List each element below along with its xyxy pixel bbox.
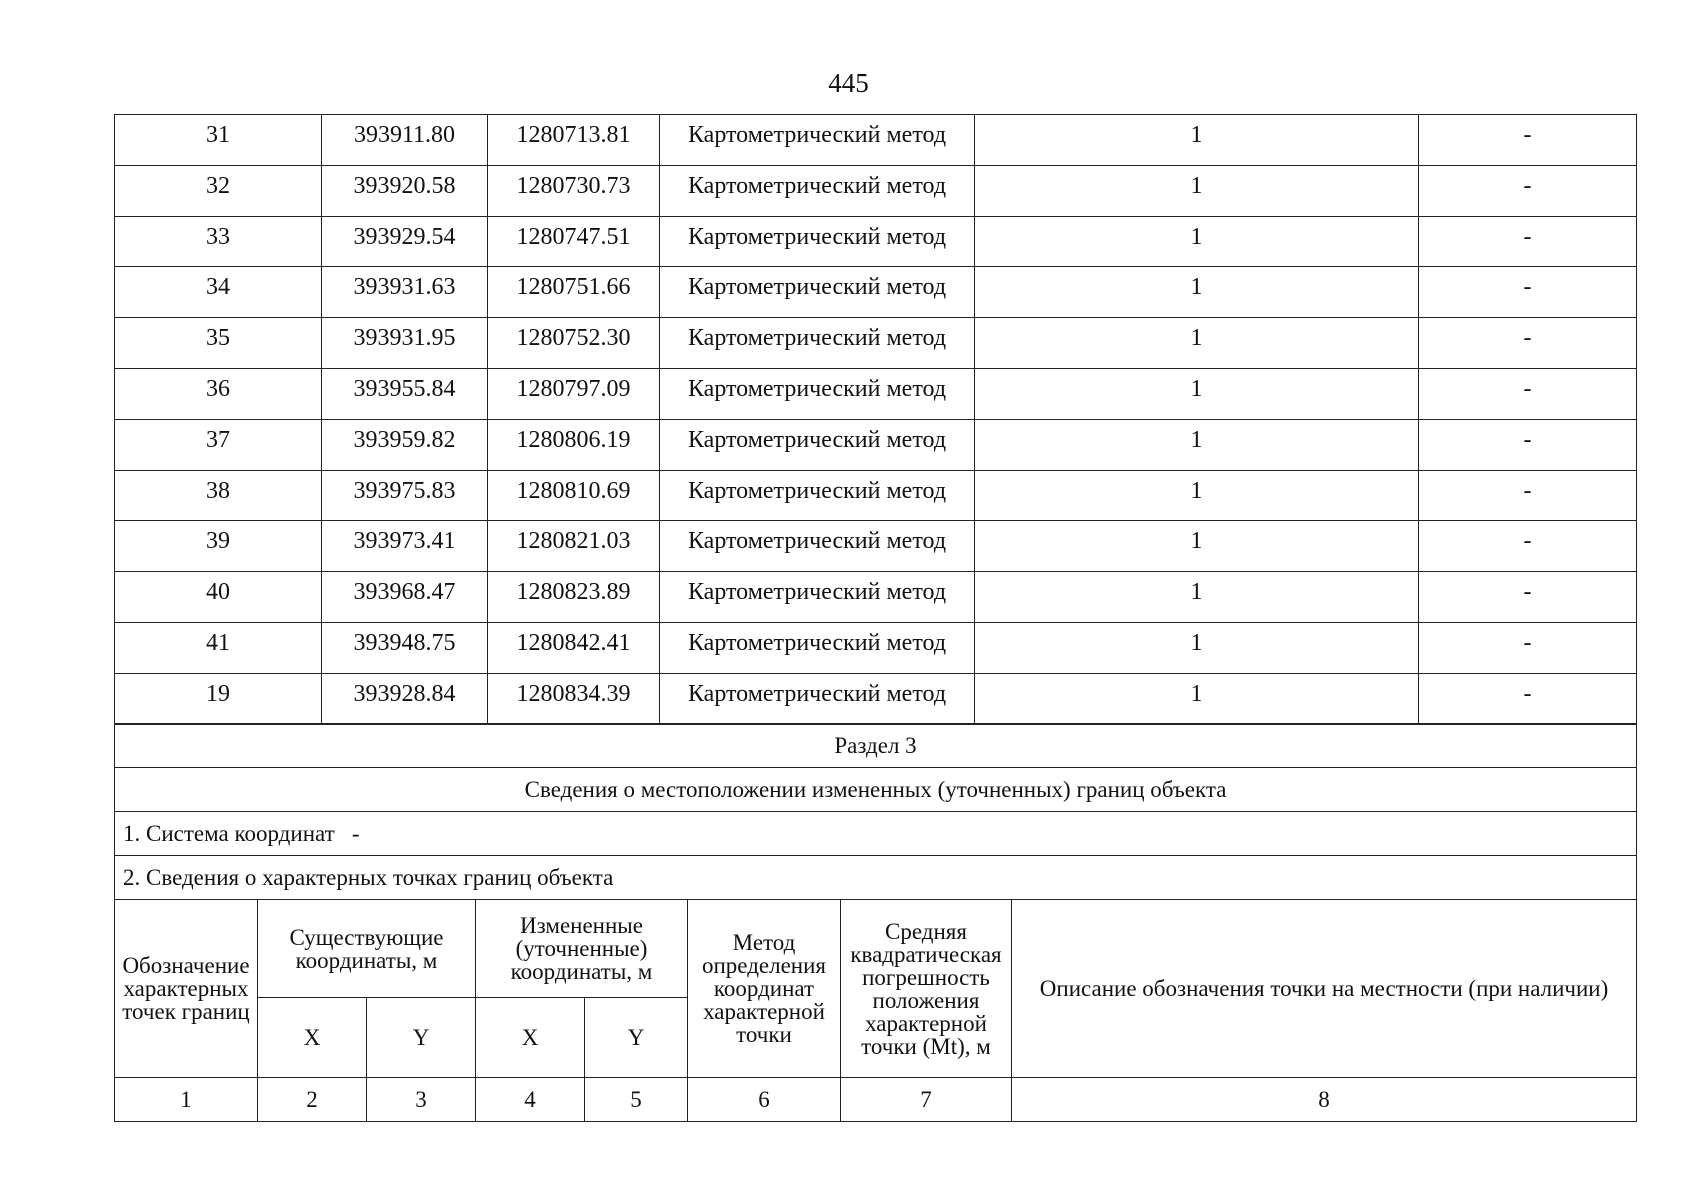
existing-coords-header <box>258 900 476 998</box>
error-header-line-6: точки (Mt), м <box>861 1033 991 1059</box>
method-header-line-5: точки <box>736 1022 792 1047</box>
description-cell: - <box>1419 216 1637 267</box>
mt-cell: 1 <box>975 115 1419 166</box>
column-number-3: 3 <box>367 1078 476 1122</box>
x-coordinate-cell: 393911.80 <box>322 115 488 166</box>
error-header-line-4: положения <box>872 987 980 1013</box>
error-header-line-1: Средняя <box>885 918 967 944</box>
designation-header <box>115 900 258 1078</box>
table-row <box>115 115 1637 166</box>
designation-header-line-2: характерных <box>123 976 249 1001</box>
mt-cell: 1 <box>975 318 1419 369</box>
changed-coords-header <box>476 900 688 998</box>
column-number-5: 5 <box>585 1078 688 1122</box>
table-row <box>115 673 1637 724</box>
point-cell: 32 <box>115 165 322 216</box>
changed-coords-header-line-3: координаты, м <box>510 959 653 984</box>
coordinates-table-body <box>115 115 1637 725</box>
table-row <box>115 267 1637 318</box>
designation-header-line-3: точек границ <box>122 999 250 1024</box>
y-coordinate-cell: 1280842.41 <box>488 622 660 673</box>
method-cell: Картометрический метод <box>660 368 975 419</box>
y-coordinate-cell: 1280797.09 <box>488 368 660 419</box>
method-header-line-4: характерной <box>703 999 825 1024</box>
mt-cell: 1 <box>975 673 1419 724</box>
point-cell: 39 <box>115 521 322 572</box>
column-number-2: 2 <box>258 1078 367 1122</box>
mt-cell: 1 <box>975 622 1419 673</box>
section-subtitle: Сведения о местоположении измененных (уточненных) границ объекта <box>115 768 1637 812</box>
method-cell: Картометрический метод <box>660 673 975 724</box>
column-number-8: 8 <box>1012 1078 1637 1122</box>
mt-cell: 1 <box>975 521 1419 572</box>
description-cell: - <box>1419 368 1637 419</box>
description-cell: - <box>1419 572 1637 623</box>
point-cell: 31 <box>115 115 322 166</box>
point-cell: 37 <box>115 419 322 470</box>
error-header-line-5: характерной <box>865 1010 987 1036</box>
description-cell: - <box>1419 622 1637 673</box>
description-cell: - <box>1419 521 1637 572</box>
method-cell: Картометрический метод <box>660 165 975 216</box>
y-coordinate-cell: 1280751.66 <box>488 267 660 318</box>
coordinates-table <box>114 114 1637 725</box>
existing-x-header: X <box>258 998 367 1078</box>
method-cell: Картометрический метод <box>660 419 975 470</box>
method-cell: Картометрический метод <box>660 470 975 521</box>
table-row <box>115 419 1637 470</box>
point-cell: 34 <box>115 267 322 318</box>
point-cell: 41 <box>115 622 322 673</box>
existing-y-header: Y <box>367 998 476 1078</box>
x-coordinate-cell: 393920.58 <box>322 165 488 216</box>
existing-coords-header-line-1: Существующие <box>289 924 444 950</box>
method-cell: Картометрический метод <box>660 318 975 369</box>
mt-cell: 1 <box>975 419 1419 470</box>
changed-coords-header-line-2: (уточненные) <box>515 936 648 961</box>
point-cell: 19 <box>115 673 322 724</box>
point-cell: 36 <box>115 368 322 419</box>
x-coordinate-cell: 393928.84 <box>322 673 488 724</box>
mean-square-error-header <box>841 900 1012 1078</box>
x-coordinate-cell: 393955.84 <box>322 368 488 419</box>
y-coordinate-cell: 1280747.51 <box>488 216 660 267</box>
mt-cell: 1 <box>975 572 1419 623</box>
column-number-6: 6 <box>688 1078 841 1122</box>
mt-cell: 1 <box>975 165 1419 216</box>
description-cell: - <box>1419 267 1637 318</box>
y-coordinate-cell: 1280823.89 <box>488 572 660 623</box>
description-cell: - <box>1419 165 1637 216</box>
coordinate-system-line: 1. Система координат - <box>115 812 1637 856</box>
y-coordinate-cell: 1280806.19 <box>488 419 660 470</box>
method-header-line-2: определения <box>701 953 826 978</box>
x-coordinate-cell: 393931.63 <box>322 267 488 318</box>
method-cell: Картометрический метод <box>660 521 975 572</box>
x-coordinate-cell: 393973.41 <box>322 521 488 572</box>
section-title: Раздел 3 <box>115 724 1637 768</box>
x-coordinate-cell: 393959.82 <box>322 419 488 470</box>
designation-header-line-1: Обозначение <box>122 953 250 978</box>
changed-x-header: X <box>476 998 585 1078</box>
table-row <box>115 318 1637 369</box>
point-cell: 38 <box>115 470 322 521</box>
error-header-line-3: погрешность <box>862 964 990 990</box>
changed-coords-header-line-1: Измененные <box>520 913 643 938</box>
existing-coords-header-line-2: координаты, м <box>295 947 438 973</box>
description-cell: - <box>1419 673 1637 724</box>
method-cell: Картометрический метод <box>660 267 975 318</box>
description-cell: - <box>1419 318 1637 369</box>
x-coordinate-cell: 393948.75 <box>322 622 488 673</box>
y-coordinate-cell: 1280821.03 <box>488 521 660 572</box>
method-cell: Картометрический метод <box>660 216 975 267</box>
error-header-line-2: квадратическая <box>850 941 1002 967</box>
method-cell: Картометрический метод <box>660 572 975 623</box>
y-coordinate-cell: 1280713.81 <box>488 115 660 166</box>
y-coordinate-cell: 1280752.30 <box>488 318 660 369</box>
x-coordinate-cell: 393968.47 <box>322 572 488 623</box>
y-coordinate-cell: 1280834.39 <box>488 673 660 724</box>
y-coordinate-cell: 1280730.73 <box>488 165 660 216</box>
page-number: 445 <box>828 68 869 98</box>
characteristic-points-line: 2. Сведения о характерных точках границ объекта <box>115 856 1637 900</box>
mt-cell: 1 <box>975 216 1419 267</box>
table-row <box>115 572 1637 623</box>
x-coordinate-cell: 393975.83 <box>322 470 488 521</box>
y-coordinate-cell: 1280810.69 <box>488 470 660 521</box>
method-header-line-3: координат <box>713 976 815 1001</box>
table-row <box>115 216 1637 267</box>
table-row <box>115 368 1637 419</box>
column-number-7: 7 <box>841 1078 1012 1122</box>
method-header-line-1: Метод <box>732 930 796 955</box>
method-cell: Картометрический метод <box>660 622 975 673</box>
mt-cell: 1 <box>975 368 1419 419</box>
description-cell: - <box>1419 115 1637 166</box>
x-coordinate-cell: 393931.95 <box>322 318 488 369</box>
description-cell: - <box>1419 470 1637 521</box>
description-header: Описание обозначения точки на местности (при наличии) <box>1012 900 1637 1078</box>
point-cell: 33 <box>115 216 322 267</box>
point-cell: 40 <box>115 572 322 623</box>
section-3-table <box>114 723 1637 1122</box>
table-row <box>115 165 1637 216</box>
changed-y-header: Y <box>585 998 688 1078</box>
column-number-4: 4 <box>476 1078 585 1122</box>
table-row <box>115 521 1637 572</box>
column-number-1: 1 <box>115 1078 258 1122</box>
mt-cell: 1 <box>975 267 1419 318</box>
table-row <box>115 622 1637 673</box>
method-header <box>688 900 841 1078</box>
point-cell: 35 <box>115 318 322 369</box>
description-cell: - <box>1419 419 1637 470</box>
table-row <box>115 470 1637 521</box>
mt-cell: 1 <box>975 470 1419 521</box>
method-cell: Картометрический метод <box>660 115 975 166</box>
x-coordinate-cell: 393929.54 <box>322 216 488 267</box>
